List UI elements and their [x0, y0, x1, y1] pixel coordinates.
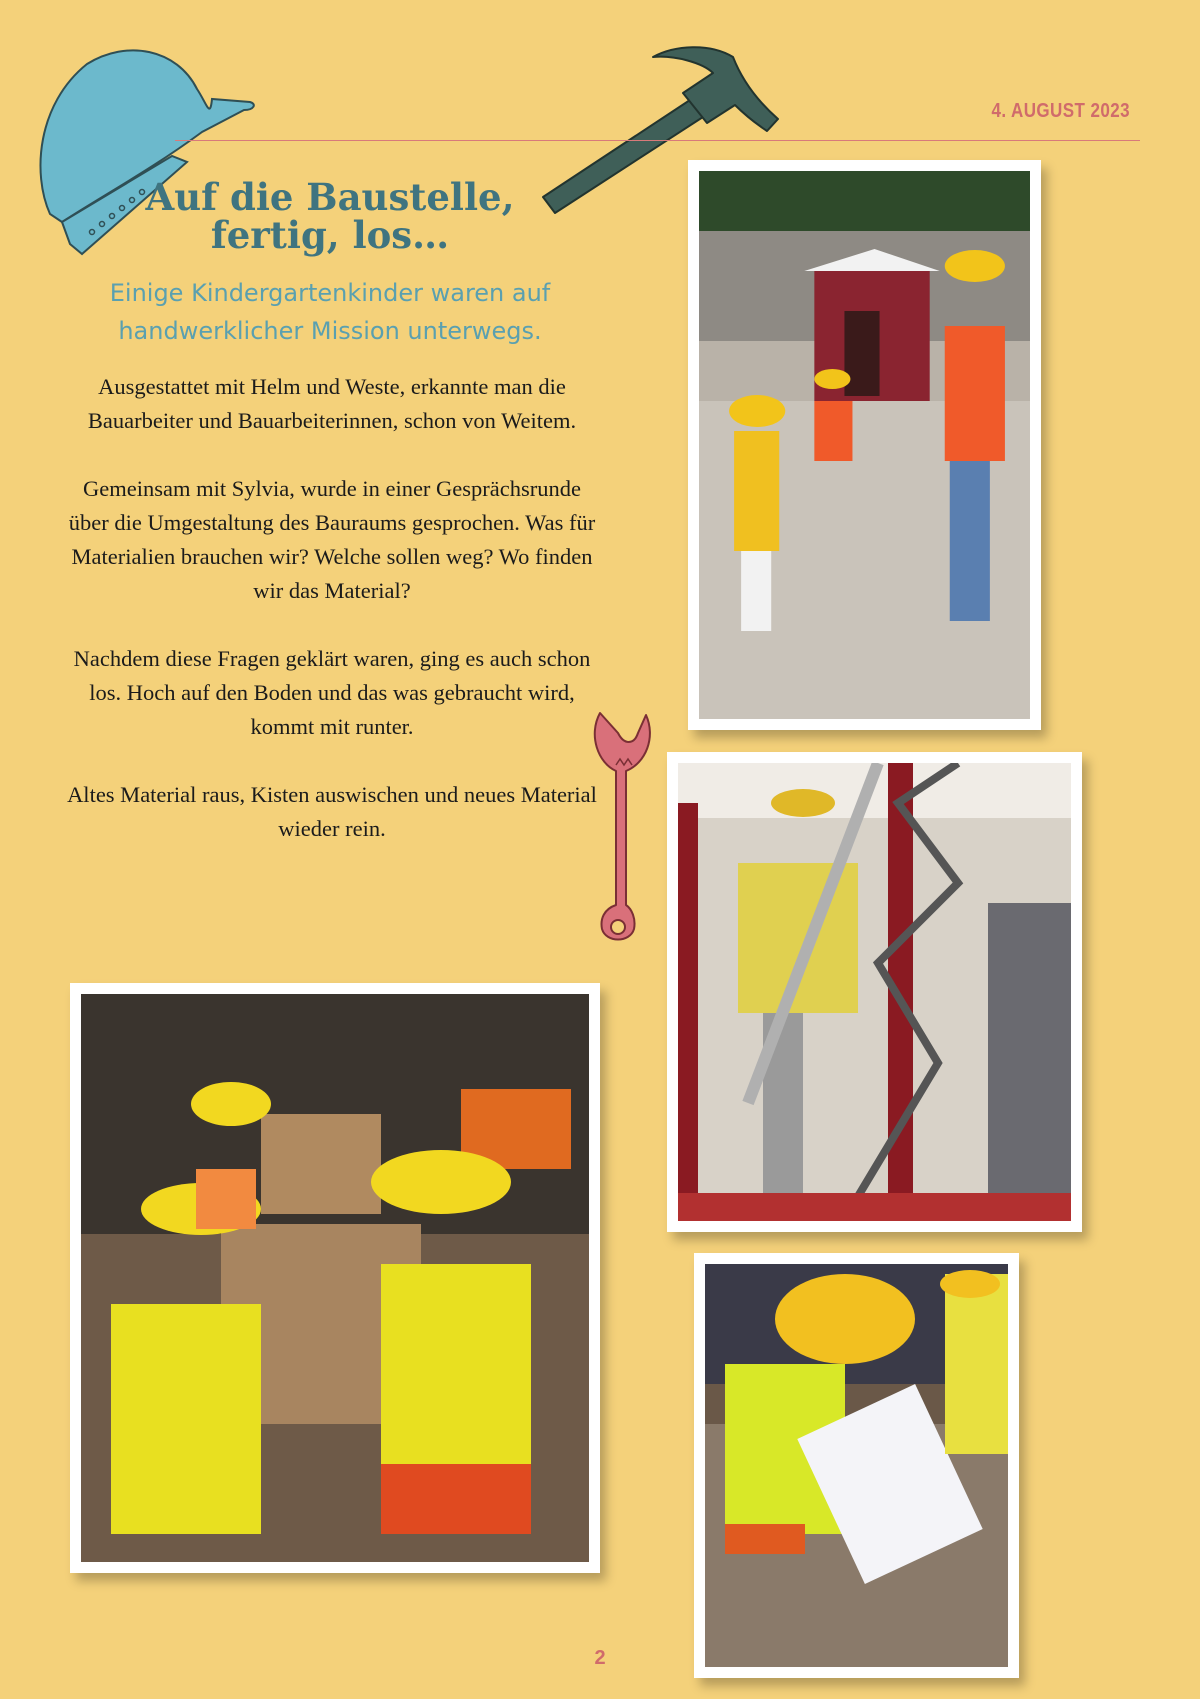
photo-clipboard-image [705, 1264, 1008, 1667]
subtitle-line-1: Einige Kindergartenkinder waren auf [109, 279, 551, 307]
photo-attic-image [81, 994, 589, 1562]
issue-date: 4. AUGUST 2023 [991, 100, 1130, 122]
article-subtitle [70, 274, 590, 350]
article-body [62, 370, 602, 880]
photo-ladder [667, 752, 1082, 1232]
header-rule [175, 140, 1140, 141]
paragraph-3: Nachdem diese Fragen geklärt waren, ging es auch schon los. Hoch auf den Boden und das was gebraucht wird, kommt mit runter. [73, 646, 591, 739]
photo-courtyard-image [699, 171, 1030, 719]
photo-courtyard [688, 160, 1041, 730]
paragraph-1: Ausgestattet mit Helm und Weste, erkannte man die Bauarbeiter und Bauarbeiterinnen, schon von Weitem. [87, 374, 577, 433]
paragraph-2: Gemeinsam mit Sylvia, wurde in einer Gesprächsrunde über die Umgestaltung des Bauraums gesprochen. Was für Materialien brauchen wir? Welche sollen weg? Wo finden wir das Material? [68, 476, 596, 603]
title-line-2: fertig, los… [210, 213, 450, 257]
page-number: 2 [594, 1647, 606, 1669]
paragraph-4: Altes Material raus, Kisten auswischen und neues Material wieder rein. [67, 782, 597, 841]
title-line-1: Auf die Baustelle, [145, 175, 515, 219]
wrench-icon [590, 705, 660, 945]
photo-ladder-image [678, 763, 1071, 1221]
subtitle-line-2: handwerklicher Mission unterwegs. [118, 317, 542, 345]
photo-clipboard [694, 1253, 1019, 1678]
article-title [90, 175, 570, 257]
photo-attic [70, 983, 600, 1573]
